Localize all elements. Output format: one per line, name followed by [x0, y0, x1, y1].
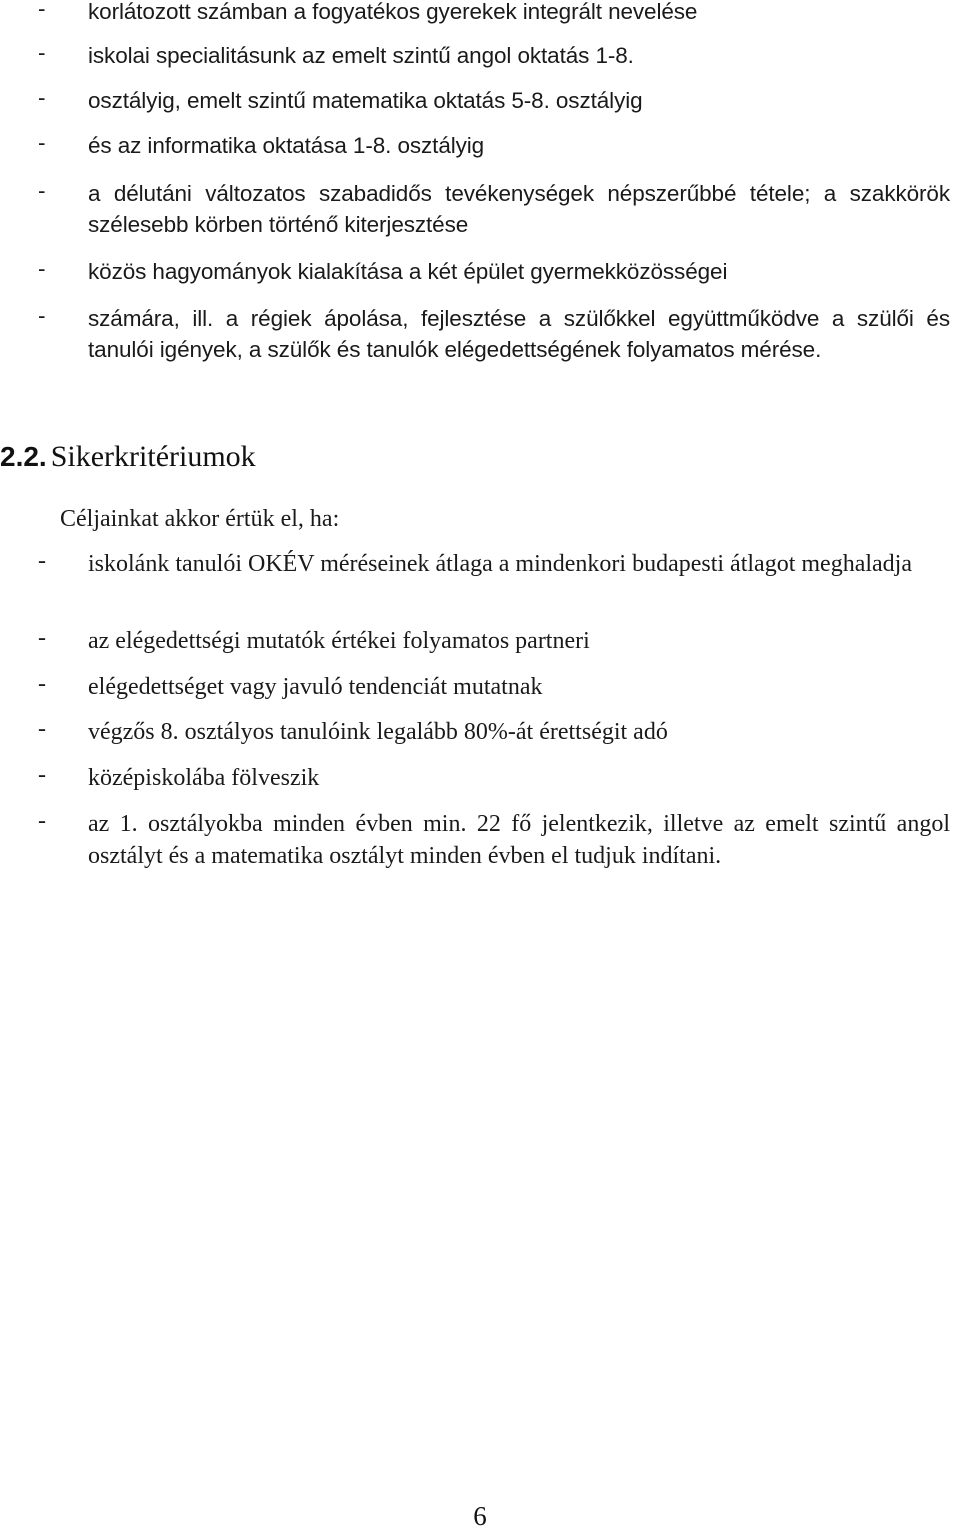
- list-bullet: -: [38, 548, 46, 574]
- list-bullet: -: [38, 256, 46, 281]
- list-item-text: középiskolába fölveszik: [88, 765, 320, 791]
- list-bullet: -: [38, 40, 46, 65]
- section-number: 2.2.: [0, 441, 47, 472]
- list-bullet: -: [38, 0, 46, 21]
- list-item: [38, 130, 950, 161]
- list-item-text: közös hagyományok kialakítása a két épület gyermekközösségei: [88, 259, 728, 284]
- list-item: [38, 256, 950, 287]
- list-bullet: -: [38, 85, 46, 110]
- section-title: Sikerkritériumok: [50, 440, 256, 473]
- list-item-text: elégedettséget vagy javuló tendenciát mutatnak: [88, 674, 543, 700]
- list-item-text: iskolai specialitásunk az emelt szintű angol oktatás 1-8.: [88, 43, 634, 68]
- list-item-text: és az informatika oktatása 1-8. osztályig: [88, 133, 485, 158]
- page-number: 6: [473, 1501, 487, 1531]
- list-bullet: -: [38, 130, 46, 155]
- list-item: [38, 303, 950, 365]
- list-bullet: -: [38, 178, 46, 203]
- list-bullet: -: [38, 303, 46, 328]
- list-bullet: -: [38, 625, 46, 651]
- list-item-text: számára, ill. a régiek ápolása, fejlesztése a szülőkkel együttműködve a szülői és tanulói igények, a szülők és tanulók elégedettségének folyamatos mérése.: [88, 306, 950, 362]
- list-bullet: -: [38, 762, 46, 788]
- list-item-text: az 1. osztályokba minden évben min. 22 fő jelentkezik, illetve az emelt szintű angol osztályt és a matematika osztályt minden évben el tudjuk indítani.: [88, 811, 950, 869]
- list-item: [38, 0, 950, 27]
- section-heading: [0, 437, 256, 482]
- list-bullet: -: [38, 671, 46, 697]
- list-item: [38, 625, 950, 657]
- list-item: [38, 40, 950, 71]
- list-item: [38, 548, 950, 580]
- list-bullet: -: [38, 808, 46, 834]
- list-item: [38, 178, 950, 240]
- list-item-text: az elégedettségi mutatók értékei folyamatos partneri: [88, 628, 590, 654]
- list-item: [38, 762, 950, 794]
- list-item-text: a délutáni változatos szabadidős tevékenységek népszerűbbé tétele; a szakkörök szélesebb körben történő kiterjesztése: [88, 181, 950, 237]
- list-item-text: végzős 8. osztályos tanulóink legalább 80%-át érettségit adó: [88, 719, 668, 745]
- list-item: [38, 716, 950, 748]
- list-item: [38, 808, 950, 872]
- list-bullet: -: [38, 716, 46, 742]
- list-item-text: osztályig, emelt szintű matematika oktatás 5-8. osztályig: [88, 88, 643, 113]
- list-item-text: korlátozott számban a fogyatékos gyerekek integrált nevelése: [88, 0, 698, 24]
- section-intro: Céljainkat akkor értük el, ha:: [60, 506, 340, 532]
- list-item: [38, 85, 950, 116]
- list-item: [38, 671, 950, 703]
- list-item-text: iskolánk tanulói OKÉV méréseinek átlaga a mindenkori budapesti átlagot meghaladja: [88, 551, 912, 577]
